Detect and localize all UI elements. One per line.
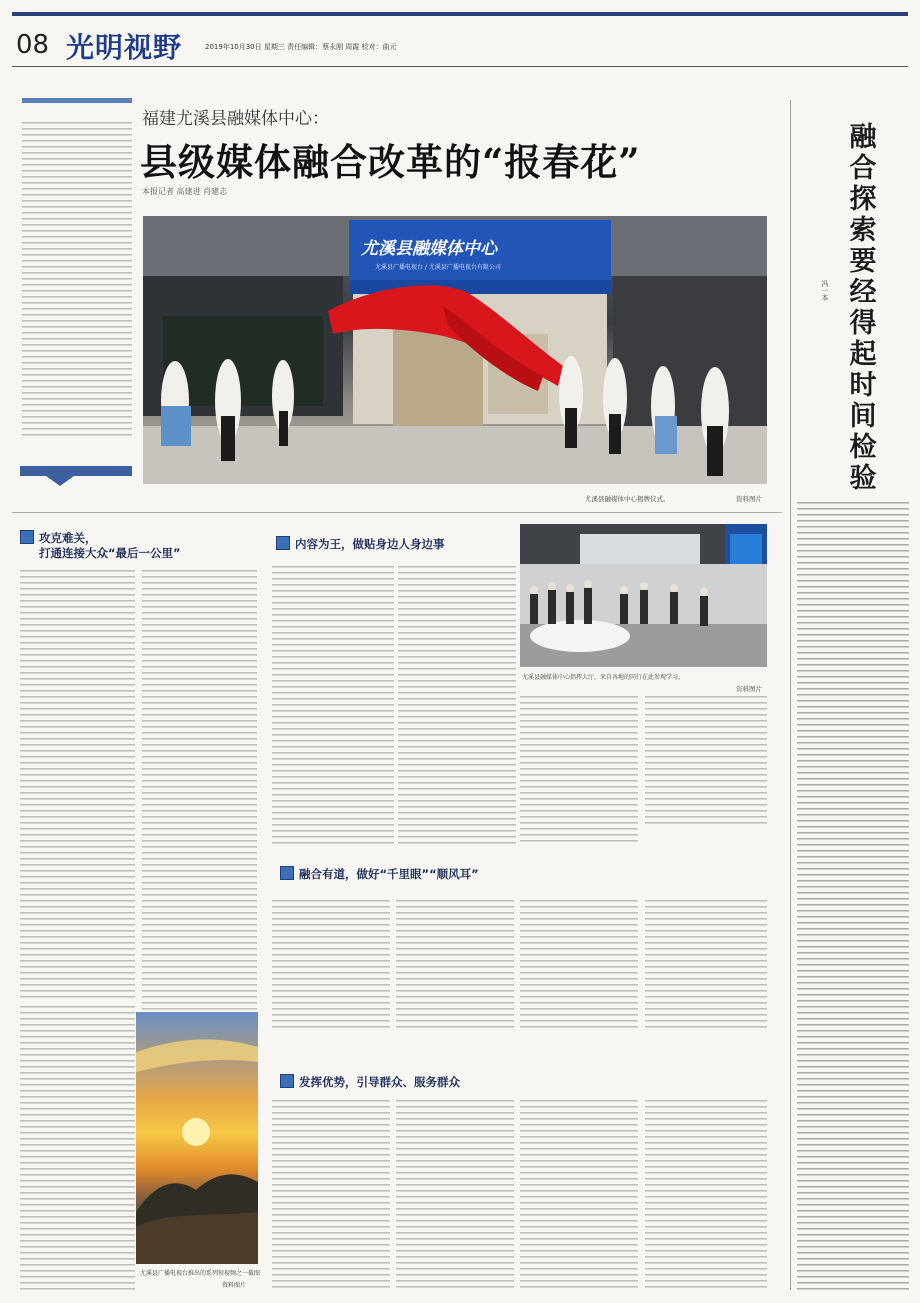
- hall-photo-credit: 资料图片: [736, 685, 762, 693]
- subhead-1-line2: 打通连接大众“最后一公里”: [39, 546, 181, 560]
- col6-text-b: [645, 900, 767, 1028]
- article-headline: 县级媒体融合改革的“报春花”: [140, 140, 641, 184]
- subhead-3-line1: 融合有道，做好“千里眼”“顺风耳”: [299, 867, 479, 881]
- col5-text-a: [520, 696, 638, 846]
- photo-sign-subtext: 尤溪县广播电视台 / 尤溪县广播电视台有限公司: [375, 264, 501, 271]
- subhead-4: [280, 1074, 580, 1090]
- col4-text-a: [398, 566, 516, 848]
- article-kicker: 福建尤溪县融媒体中心：: [142, 109, 329, 129]
- sunset-photo-caption: 尤溪县广播电视台推出的系列短视频之一截图: [140, 1270, 261, 1277]
- main-photo-caption: 尤溪县融媒体中心揭牌仪式。: [585, 495, 670, 503]
- sunset-scene: [136, 1012, 258, 1264]
- sunset-photo: [136, 1012, 258, 1264]
- dateline: 2019年10月30日 星期三 责任编辑：蔡永刚 周霞 校对：曲元: [205, 43, 397, 51]
- subhead-marker-icon: [280, 866, 294, 880]
- subhead-4-line1: 发挥优势，引导群众、服务群众: [299, 1075, 460, 1089]
- col3-text-b: [272, 900, 390, 1028]
- top-rule: [12, 12, 908, 16]
- col3-text-c: [272, 1100, 390, 1290]
- masthead-rule: [12, 66, 908, 67]
- col2-text-a: [142, 570, 257, 1012]
- col5-text-b: [520, 900, 638, 1028]
- col4-text-b: [396, 900, 514, 1028]
- subhead-2-line1: 内容为王，做贴身边人身边事: [295, 537, 445, 551]
- sunset-photo-credit: 资料图片: [222, 1282, 247, 1289]
- side-column-author: 冯一本: [821, 280, 829, 301]
- hall-scene: [520, 524, 767, 667]
- col6-text-c: [645, 1100, 767, 1290]
- subhead-1-line1: 攻克难关，: [39, 531, 97, 545]
- hall-photo: [520, 524, 767, 667]
- subhead-1: [20, 530, 250, 561]
- down-arrow-icon: [46, 476, 74, 486]
- left-column-rule: [22, 98, 132, 103]
- subhead-marker-icon: [20, 530, 34, 544]
- side-column-title: 融合探索要经得起时间检验: [849, 122, 877, 494]
- side-column-divider: [790, 100, 791, 1290]
- page-number: 08: [16, 30, 50, 60]
- subhead-marker-icon: [280, 1074, 294, 1088]
- subhead-marker-icon: [276, 536, 290, 550]
- lower-section-rule: [12, 512, 782, 513]
- col5-text-c: [520, 1100, 638, 1290]
- unveiling-photo: [143, 216, 767, 484]
- col1-text-b: [20, 1006, 135, 1290]
- article-byline: 本报记者 高建进 肖建志: [142, 187, 228, 196]
- lead-left-text: [22, 122, 132, 440]
- side-column-text: [797, 502, 909, 1292]
- photo-sign-text: 尤溪县融媒体中心: [361, 239, 497, 259]
- col4-text-c: [396, 1100, 514, 1290]
- col3-text-a: [272, 566, 394, 848]
- left-column-arrow-bar: [20, 466, 132, 476]
- col1-text-a: [20, 570, 135, 1000]
- section-title: 光明视野: [66, 31, 183, 64]
- subhead-2: [276, 536, 516, 552]
- main-photo-credit: 资料图片: [736, 495, 762, 503]
- col6-text-a: [645, 696, 767, 828]
- subhead-3: [280, 866, 580, 882]
- hall-photo-caption: 尤溪县融媒体中心指挥大厅，来自各地的同行在此参观学习。: [522, 674, 685, 681]
